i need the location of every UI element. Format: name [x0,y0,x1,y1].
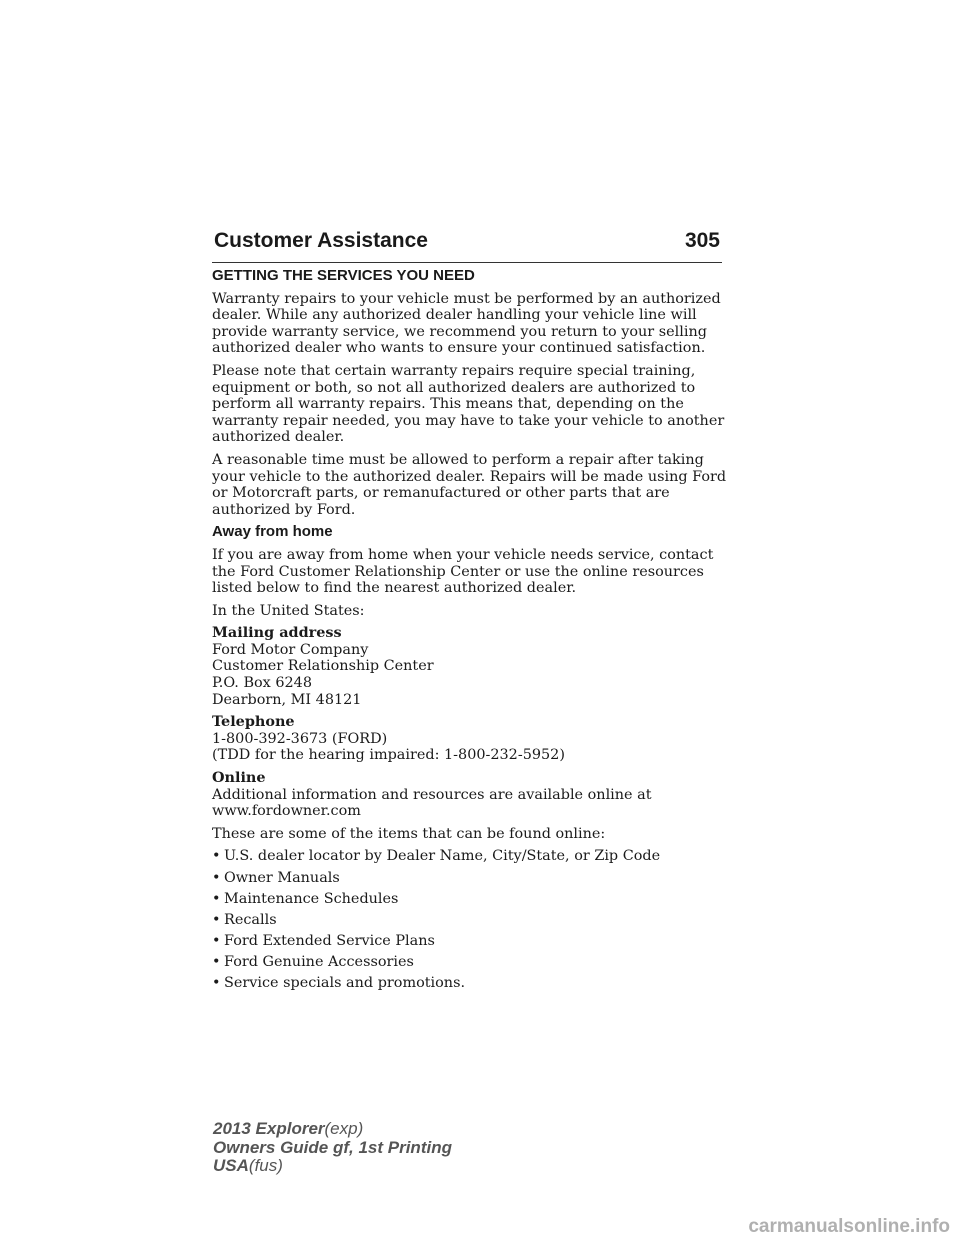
footer-model: 2013 Explorer [213,1119,325,1138]
list-item-text: Owner Manuals [224,869,340,886]
list-intro: These are some of the items that can be found online: [212,825,606,842]
list-item-text: Recalls [224,911,277,928]
online-line: Additional information and resources are available online at [212,786,652,803]
bullet-icon: • [212,911,221,928]
list-item [212,870,727,887]
section-title: Customer Assistance [214,229,428,252]
us-intro: In the United States: [212,602,365,619]
footer-model-code: (exp) [324,1119,364,1138]
list-item [212,975,727,992]
paragraph-reasonable-time: A reasonable time must be allowed to perform a repair after taking your vehicle to the authorized dealer. Repairs will be made using Ford or Motorcraft parts, or remanufactured or other parts that are authorized by Ford. [212,451,727,518]
bullet-icon: • [212,953,221,970]
main-content [212,268,727,996]
footer-market-code: (fus) [248,1156,283,1175]
paragraph-special-training: Please note that certain warranty repairs require special training, equipment or both, so not all authorized dealers are authorized to perform all warranty repairs. This means that, depending on the warranty repair needed, you may have to take your vehicle to another authorized dealer. [212,362,725,446]
list-item [212,954,727,971]
list-item [212,848,727,865]
telephone-line: (TDD for the hearing impaired: 1-800-232-5952) [212,747,565,764]
footer-line-model [213,1120,452,1139]
bullet-icon: • [212,890,221,907]
bullet-icon: • [212,974,221,991]
telephone-line: 1-800-392-3673 (FORD) [212,730,388,747]
footer-market: USA [213,1156,249,1175]
page-header [212,226,722,263]
list-item-text: U.S. dealer locator by Dealer Name, City/State, or Zip Code [224,848,661,865]
bullet-icon: • [212,932,221,949]
section-heading: GETTING THE SERVICES YOU NEED [212,267,475,284]
mailing-line: P.O. Box 6248 [212,675,312,692]
telephone-label: Telephone [212,713,295,731]
subheading-away: Away from home [212,523,333,541]
bullet-icon: • [212,848,221,865]
list-item [212,933,727,950]
list-item [212,912,727,929]
page-number: 305 [684,229,720,252]
print-footer [213,1120,452,1176]
list-item-text: Ford Genuine Accessories [224,953,414,970]
online-url: www.fordowner.com [212,803,361,820]
bullet-icon: • [212,869,221,886]
mailing-label: Mailing address [212,624,342,642]
list-item-text: Maintenance Schedules [224,890,399,907]
online-block [212,770,727,820]
list-item-text: Ford Extended Service Plans [224,932,435,949]
list-item [212,891,727,908]
mailing-line: Ford Motor Company [212,641,369,658]
paragraph-warranty: Warranty repairs to your vehicle must be performed by an authorized dealer. While any authorized dealer handling your vehicle line will provide warranty service, we recommend you return to your selling authorized dealer who wants to ensure your continued satisfaction. [212,290,721,357]
paragraph-away: If you are away from home when your vehicle needs service, contact the Ford Customer Relationship Center or use the online resources listed below to find the nearest authorized dealer. [212,546,714,597]
online-label: Online [212,769,266,787]
footer-line-guide: Owners Guide gf, 1st Printing [213,1137,452,1157]
mailing-line: Dearborn, MI 48121 [212,691,362,708]
telephone-block [212,714,727,764]
online-items-list [212,848,727,991]
mailing-line: Customer Relationship Center [212,658,434,675]
mailing-address-block [212,625,727,708]
watermark: carmanualsonline.info [748,1216,950,1237]
list-item-text: Service specials and promotions. [224,974,466,991]
footer-line-market [213,1157,452,1176]
